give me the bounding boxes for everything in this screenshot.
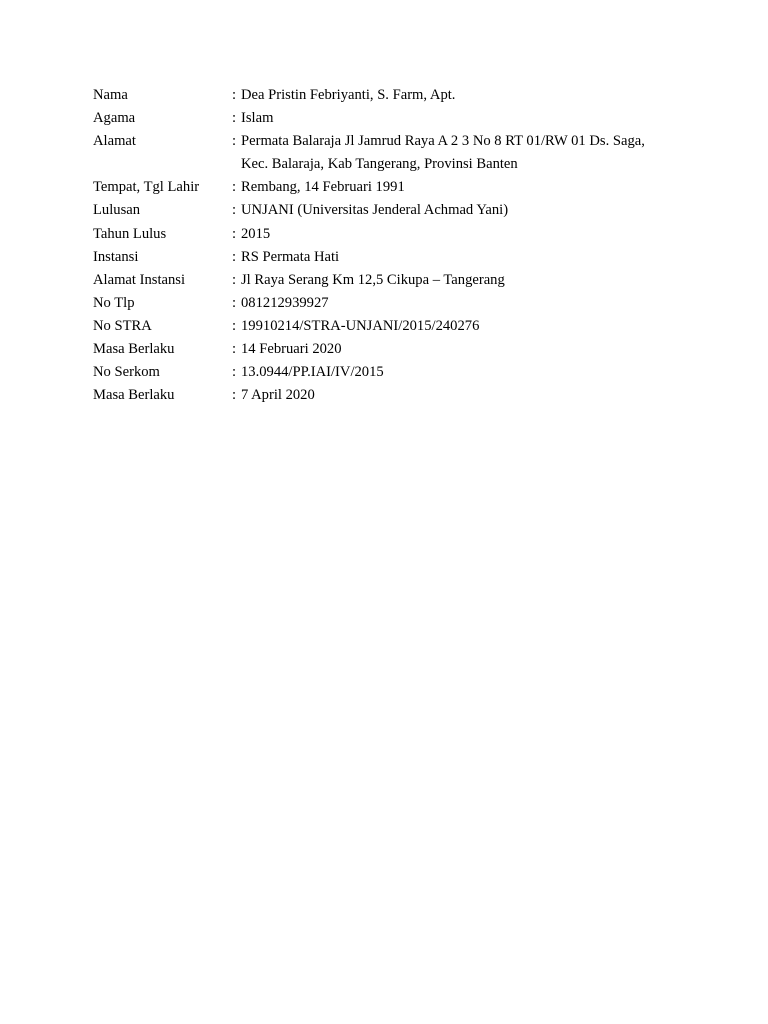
- biodata-row: [93, 84, 693, 107]
- biodata-value: [241, 84, 693, 107]
- biodata-row: [93, 292, 693, 315]
- biodata-value-line: 081212939927: [241, 294, 329, 311]
- biodata-row: [93, 315, 693, 338]
- biodata-value-line: RS Permata Hati: [241, 248, 340, 265]
- biodata-value-line: Dea Pristin Febriyanti, S. Farm, Apt.: [241, 87, 456, 103]
- biodata-value-line: 7 April 2020: [241, 387, 315, 404]
- biodata-row: [93, 338, 693, 361]
- biodata-label: Agama: [93, 110, 136, 127]
- biodata-value-line: Rembang, 14 Februari 1991: [241, 179, 405, 196]
- biodata-label: No Tlp: [93, 294, 135, 311]
- biodata-separator: :: [232, 387, 237, 404]
- biodata-row: [93, 384, 693, 407]
- biodata-separator: :: [232, 202, 237, 219]
- biodata-label: Tahun Lulus: [93, 225, 167, 242]
- biodata-label: No STRA: [93, 317, 152, 334]
- biodata-separator: :: [232, 110, 237, 127]
- biodata-value: [241, 315, 693, 338]
- biodata-value-line: 2015: [241, 225, 271, 242]
- biodata-label: No Serkom: [93, 364, 160, 381]
- biodata-value-line: 19910214/STRA-UNJANI/2015/240276: [241, 317, 480, 334]
- biodata-separator: :: [232, 271, 237, 288]
- biodata-value-line: 13.0944/PP.IAI/IV/2015: [241, 364, 384, 381]
- biodata-value-line: Islam: [241, 110, 274, 127]
- biodata-value: [241, 246, 693, 269]
- biodata-value: [241, 269, 693, 292]
- biodata-separator: :: [232, 179, 237, 196]
- biodata-label: Masa Berlaku: [93, 341, 175, 358]
- biodata-value: [241, 338, 693, 361]
- biodata-separator: :: [232, 294, 237, 311]
- biodata-label: Nama: [93, 87, 128, 103]
- biodata-separator: :: [232, 133, 237, 150]
- biodata-value: [241, 361, 693, 384]
- biodata-label: Alamat Instansi: [93, 271, 186, 288]
- biodata-list: [93, 84, 693, 407]
- biodata-value-line: Permata Balaraja Jl Jamrud Raya A 2 3 No 8 RT 01/RW 01 Ds. Saga,: [241, 133, 645, 150]
- biodata-row: [93, 246, 693, 269]
- biodata-separator: :: [232, 248, 237, 265]
- biodata-value: [241, 384, 693, 407]
- biodata-value: [241, 107, 693, 130]
- biodata-value-line: Kec. Balaraja, Kab Tangerang, Provinsi Banten: [241, 156, 518, 173]
- biodata-label: Alamat: [93, 133, 136, 150]
- biodata-separator: :: [232, 364, 237, 381]
- biodata-row: [93, 199, 693, 222]
- biodata-row: [93, 176, 693, 199]
- biodata-separator: :: [232, 87, 237, 103]
- biodata-row: [93, 107, 693, 130]
- biodata-value-line: UNJANI (Universitas Jenderal Achmad Yani): [241, 202, 509, 219]
- biodata-row: [93, 223, 693, 246]
- biodata-value-line: 14 Februari 2020: [241, 341, 342, 358]
- biodata-row: [93, 130, 693, 176]
- biodata-label: Lulusan: [93, 202, 141, 219]
- biodata-value-line: Jl Raya Serang Km 12,5 Cikupa – Tangerang: [241, 271, 505, 288]
- biodata-row: [93, 361, 693, 384]
- biodata-value: [241, 292, 693, 315]
- biodata-row: [93, 269, 693, 292]
- biodata-value: [241, 223, 693, 246]
- biodata-label: Tempat, Tgl Lahir: [93, 179, 200, 196]
- biodata-separator: :: [232, 225, 237, 242]
- biodata-value: [241, 130, 693, 176]
- biodata-separator: :: [232, 317, 237, 334]
- biodata-label: Instansi: [93, 248, 139, 265]
- biodata-value: [241, 176, 693, 199]
- biodata-value: [241, 199, 693, 222]
- biodata-label: Masa Berlaku: [93, 387, 175, 404]
- biodata-separator: :: [232, 341, 237, 358]
